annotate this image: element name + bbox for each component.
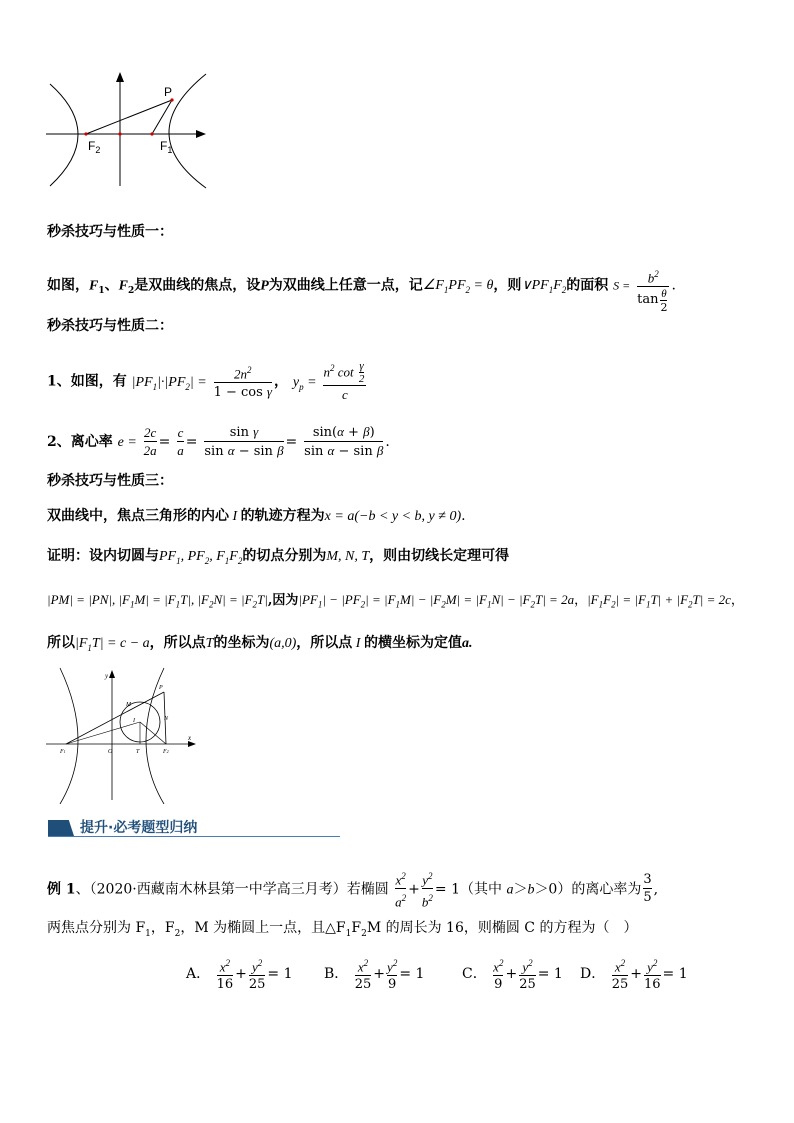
banner-marker <box>48 820 74 836</box>
option-b[interactable]: B． $\frac{x^2}{25}$ + $\frac{y^2}{9}$ = 1 <box>324 958 425 993</box>
prop3-tangent-lengths: |PM| = |PN|, $|F_1M| = |F_1T|$, $|F_2N| = |F_2T|$,因为$|PF_1| - |PF_2| = |F_1M| - |F_2M| = |F_1N| - |F_2T| = 2a$，$|F_1F_2| = |F_1T| + |F_2T| = 2c$， <box>47 592 744 610</box>
label-f2: $F_2$ <box>88 139 101 155</box>
prop3-conclusion: 所以$|F_1T| = c - a$，所以点T的坐标为(a,0)，所以点 I 的横坐标为定值a. <box>47 635 473 653</box>
prop1-text: 如图，$F_1$、$F_2$是双曲线的焦点，设P为双曲线上任意一点，记$\angle F_1PF_2 = \theta$，则$\vee PF_1F_2$的面积 S = $b^2$ tan $\frac{\theta}{2}$ . <box>47 269 676 315</box>
right-branch <box>169 74 206 188</box>
hyperbola-figure <box>46 70 216 190</box>
focus-f1-dot <box>150 132 153 135</box>
option-c[interactable]: C． $\frac{x^2}{9}$ + $\frac{y^2}{25}$ = 1 <box>462 958 563 993</box>
left-branch-2 <box>60 668 78 804</box>
prop2-item1: 1、如图，有 $|PF_1|\cdot|PF_2|$ = $\frac{2n^2}{\text{1 − cos γ}}$ ， $y_p$ = $n^2$ cot $\frac{\gamma}{2}$ c <box>47 360 365 403</box>
x-axis-arrow <box>196 130 206 138</box>
left-branch <box>50 84 78 186</box>
label-o2: O <box>108 749 113 755</box>
label-f1-2: F1 <box>60 749 66 755</box>
label-p2: P <box>159 685 163 691</box>
pf1-line <box>66 692 164 744</box>
pf2-segment <box>86 100 172 134</box>
option-a[interactable]: A． $\frac{x^2}{16}$ + $\frac{y^2}{25}$ = 1 <box>186 958 293 993</box>
prop3-text: 双曲线中，焦点三角形的内心 I 的轨迹方程为x = a(−b < y < b, y ≠ 0). <box>47 508 466 524</box>
label-f2-2: F2 <box>163 749 169 755</box>
focus-f2-dot <box>84 132 87 135</box>
origin-dot <box>118 132 121 135</box>
i-to-f2 <box>140 722 166 744</box>
incircle-figure <box>46 664 206 804</box>
label-n2: N <box>164 716 169 722</box>
prop3-proof: 证明：设内切圆与$PF_1$, $PF_2$, $F_1F_2$的切点分别为M, N, T，则由切线长定理可得 <box>47 548 510 566</box>
example1-line2: 两焦点分别为 $F_1$，$F_2$，M 为椭圆上一点，且$\triangle F_1F_2M$ 的周长为 16，则椭圆 C 的方程为（ ） <box>47 920 638 939</box>
y-axis-arrow <box>116 72 124 82</box>
label-i2: I <box>133 718 135 724</box>
example1-line1: 例 1、（2020·西藏南木林县第一中学高三月考）若椭圆 $\frac{x^2}{a^2}$ + $\frac{y^2}{b^2}$ = 1（其中 a＞b＞0）的离心率为 $\frac{3}{5}$ , <box>47 871 659 910</box>
label-m2: M <box>126 702 131 708</box>
label-p: P <box>164 85 173 99</box>
prop1-heading: 秒杀技巧与性质一： <box>47 224 173 240</box>
banner-title: 提升·必考题型归纳 <box>80 820 198 836</box>
prop2-heading: 秒杀技巧与性质二： <box>47 318 173 334</box>
y-axis-arrow-2 <box>109 670 115 678</box>
option-d[interactable]: D． $\frac{x^2}{25}$ + $\frac{y^2}{16}$ = 1 <box>580 958 688 993</box>
section-banner <box>48 819 340 837</box>
label-t2: T <box>136 749 140 755</box>
label-x2: x <box>188 734 192 742</box>
label-y2: y <box>105 672 109 680</box>
prop3-heading: 秒杀技巧与性质三： <box>47 473 173 489</box>
label-f1: $F_1$ <box>160 139 173 155</box>
banner-underline <box>48 836 340 837</box>
prop2-item2: 2、离心率 e = $\frac{2c}{2a}$ = $\frac{c}{a}$ = $\frac{\text{sin γ}}{\text{sin α − sin β}}$ = $\frac{\sin(\alpha + \beta)}{\text{sin α − sin β}}$ . <box>47 424 390 459</box>
